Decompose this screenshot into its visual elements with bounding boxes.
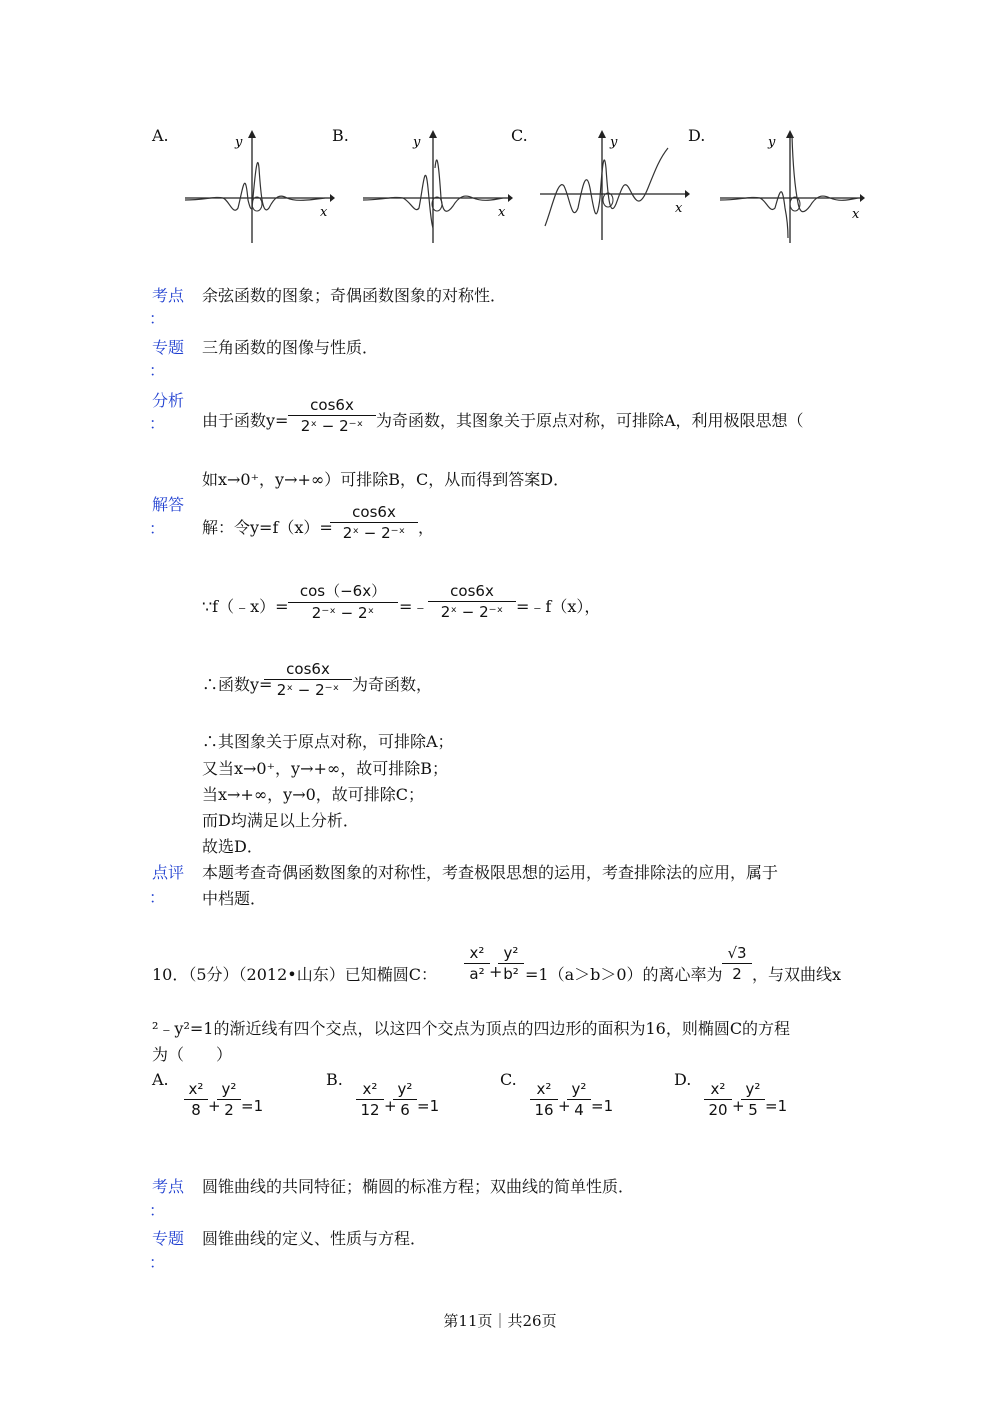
option-d-y-label: y: [768, 135, 776, 150]
q10-kaodian-colon: ：: [149, 1201, 166, 1220]
q10-zhuanti-colon: ：: [149, 1253, 166, 1272]
q10-d-xden: 20: [708, 1101, 728, 1119]
q10-stem-pre: 10．（5分）（2012•山东）已知椭圆C：: [152, 965, 437, 984]
jieda-label: 解答: [152, 495, 185, 514]
sol-line6: 当x→+∞，y→0，故可排除C；: [202, 785, 425, 804]
sol-line1-post: ，: [418, 518, 435, 537]
q10-d-eq: =1: [765, 1097, 788, 1115]
sol-line3-fraction: [264, 660, 352, 699]
q10-b-yden: 6: [400, 1101, 410, 1119]
option-a-y-label: y: [235, 135, 243, 150]
sol-line8: 故选D．: [202, 837, 263, 856]
sol2-frac2-num: cos6x: [450, 582, 494, 600]
sol-line1-fraction: [330, 503, 418, 542]
zhuanti-text: 三角函数的图像与性质．: [202, 338, 379, 357]
sol-line3-pre: ∴函数y=: [202, 675, 273, 694]
kaodian-text: 余弦函数的图象；奇偶函数图象的对称性．: [202, 286, 507, 305]
option-c-y-label: y: [610, 135, 618, 150]
q10-stem-eq: =1（a＞b＞0）的离心率为: [525, 965, 723, 984]
q10-c-plus: +: [558, 1097, 571, 1115]
q10-zhuanti-text: 圆锥曲线的定义、性质与方程．: [202, 1229, 427, 1248]
option-a-x-label: x: [320, 205, 328, 220]
dianping-line1: 本题考查奇偶函数图象的对称性，考查极限思想的运用，考查排除法的应用，属于: [202, 863, 779, 882]
q10-ellipse-x-frac: [464, 944, 490, 983]
fenxi-label: 分析: [152, 391, 185, 410]
dianping-colon: ：: [149, 888, 166, 907]
option-d-x-label: x: [852, 207, 860, 222]
fenxi-frac-num: cos6x: [310, 396, 354, 414]
q10-b-plus: +: [384, 1097, 397, 1115]
q10-b-ynum: y²: [397, 1080, 413, 1098]
q10-a-plus: +: [208, 1097, 221, 1115]
q10-ellipse-plus: +: [489, 962, 503, 981]
q10-a-ynum: y²: [221, 1080, 237, 1098]
sol-line2-pre: ∵f（﹣x）=: [202, 597, 289, 616]
kaodian-colon: ：: [149, 309, 166, 328]
q10-option-b-letter: B.: [326, 1070, 343, 1089]
option-b-graph[interactable]: [363, 128, 513, 243]
q10-option-c[interactable]: [530, 1080, 630, 1130]
zhuanti-colon: ：: [149, 361, 166, 380]
sol1-frac-num: cos6x: [352, 503, 396, 521]
q10-zhuanti-label: 专题: [152, 1229, 185, 1248]
option-d-graph[interactable]: [720, 128, 870, 243]
jieda-colon: ：: [149, 519, 166, 538]
q10-option-b[interactable]: [356, 1080, 456, 1130]
q10-ellipse-y-frac: [498, 944, 524, 983]
q10-c-ynum: y²: [571, 1080, 587, 1098]
page-footer: 第11页｜共26页: [443, 1312, 557, 1330]
sol2-frac2-den: 2ˣ − 2⁻ˣ: [440, 603, 504, 621]
sol-line1-pre: 解：令y=f（x）=: [202, 518, 333, 537]
sol2-frac1-num: cos（−6x）: [299, 582, 387, 600]
sol1-frac-den: 2ˣ − 2⁻ˣ: [342, 524, 406, 542]
q10-b-xnum: x²: [362, 1080, 378, 1098]
sol-line7: 而D均满足以上分析．: [202, 811, 359, 830]
kaodian-label: 考点: [152, 286, 185, 305]
q10-c-xnum: x²: [536, 1080, 552, 1098]
fenxi-colon: ：: [149, 414, 166, 433]
sol-line2-fraction1: [288, 580, 398, 622]
q10-eccentricity-frac: [722, 944, 752, 983]
sol-line2-fraction2: [428, 582, 516, 621]
sol-line5: 又当x→0⁺，y→+∞，故可排除B；: [202, 759, 448, 778]
q10-a-yden: 2: [224, 1101, 234, 1119]
q10-stem-post: ，与双曲线x: [752, 965, 842, 984]
curve-c: [545, 148, 668, 226]
option-d-letter: D.: [688, 126, 706, 145]
option-c-graph[interactable]: [540, 128, 690, 243]
fenxi-frac-den: 2ˣ − 2⁻ˣ: [300, 417, 364, 435]
q10-option-a[interactable]: [184, 1080, 284, 1130]
curve-d: [720, 136, 858, 238]
q10-a-xden: 8: [191, 1101, 201, 1119]
sol3-frac-num: cos6x: [286, 660, 330, 678]
q10-ecc-num: √3: [727, 944, 747, 962]
q10-a-xnum: x²: [188, 1080, 204, 1098]
q10-d-ynum: y²: [745, 1080, 761, 1098]
option-b-x-label: x: [498, 205, 506, 220]
sol-line3-post: 为奇函数，: [352, 675, 433, 694]
q10-ell-y-num: y²: [503, 944, 519, 962]
q10-ell-x-num: x²: [469, 944, 485, 962]
option-b-letter: B.: [332, 126, 349, 145]
option-a-graph[interactable]: [185, 128, 335, 243]
q10-c-xden: 16: [534, 1101, 554, 1119]
zhuanti-label: 专题: [152, 338, 185, 357]
q10-option-c-letter: C.: [500, 1070, 517, 1089]
q10-option-a-letter: A.: [152, 1070, 169, 1089]
fenxi-post: 为奇函数，其图象关于原点对称，可排除A，利用极限思想（: [376, 411, 804, 430]
sol2-frac1-den: 2⁻ˣ − 2ˣ: [311, 604, 375, 622]
fenxi-pre: 由于函数y=: [202, 411, 289, 430]
option-b-y-label: y: [413, 135, 421, 150]
dianping-line2: 中档题．: [202, 889, 267, 908]
q10-d-xnum: x²: [710, 1080, 726, 1098]
q10-d-plus: +: [732, 1097, 745, 1115]
sol-line2-post: =﹣f（x），: [516, 597, 601, 616]
q10-option-d-letter: D.: [674, 1070, 692, 1089]
q10-stem-line2: ²﹣y²=1的渐近线有四个交点，以这四个交点为顶点的四边形的面积为16，则椭圆C的方程: [152, 1019, 791, 1038]
q10-stem-line3: 为（ ）: [152, 1045, 233, 1064]
q10-a-eq: =1: [241, 1097, 264, 1115]
q10-ecc-den: 2: [732, 965, 742, 983]
q10-c-yden: 4: [574, 1101, 584, 1119]
option-a-letter: A.: [152, 126, 169, 145]
curve-a: [185, 163, 325, 211]
option-c-letter: C.: [511, 126, 528, 145]
dianping-label: 点评: [152, 863, 185, 882]
fenxi-fraction: [288, 396, 376, 435]
q10-kaodian-label: 考点: [152, 1177, 185, 1196]
q10-ell-y-den: b²: [503, 965, 519, 983]
sol-line2-mid: =﹣: [399, 597, 429, 616]
q10-kaodian-text: 圆锥曲线的共同特征；椭圆的标准方程；双曲线的简单性质．: [202, 1177, 635, 1196]
fenxi-line2: 如x→0⁺，y→+∞）可排除B，C，从而得到答案D．: [202, 470, 570, 489]
option-c-x-label: x: [675, 201, 683, 216]
q10-b-eq: =1: [417, 1097, 440, 1115]
q10-b-xden: 12: [360, 1101, 380, 1119]
q10-option-d[interactable]: [704, 1080, 804, 1130]
q10-c-eq: =1: [591, 1097, 614, 1115]
sol3-frac-den: 2ˣ − 2⁻ˣ: [276, 681, 340, 699]
q10-d-yden: 5: [748, 1101, 758, 1119]
q10-ell-x-den: a²: [469, 965, 485, 983]
sol-line4: ∴其图象关于原点对称，可排除A；: [202, 732, 454, 751]
